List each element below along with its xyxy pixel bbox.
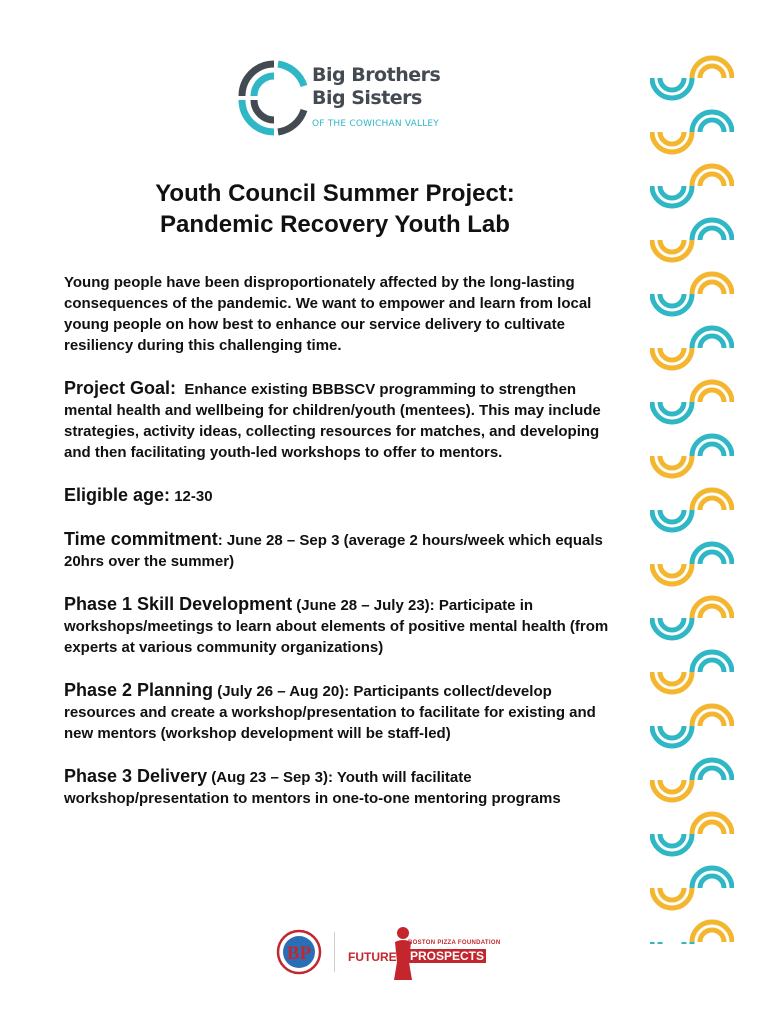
logo-subtitle: OF THE COWICHAN VALLEY: [312, 119, 440, 129]
phase-1-label: Phase 1 Skill Development: [64, 594, 293, 614]
decorative-arc: [660, 78, 684, 90]
decorative-arc: [660, 132, 684, 144]
decorative-arc-border: [650, 52, 734, 944]
decorative-arc: [700, 660, 724, 672]
decorative-arc: [700, 822, 724, 834]
decorative-arc: [700, 390, 724, 402]
bbbs-logo: [234, 56, 474, 140]
decorative-arc: [660, 294, 684, 306]
decorative-arc: [700, 768, 724, 780]
intro-paragraph: Young people have been disproportionately affected by the long-lasting consequences of the pandemic. We want to empower and learn from local young people on how best to enhance our service delivery to cultivate resiliency during this challenging time.: [64, 274, 592, 354]
decorative-arc: [660, 186, 684, 198]
bp-logo-text: BP: [286, 943, 312, 964]
title-line-1: Youth Council Summer Project:: [155, 180, 515, 207]
time-commitment-text: : June 28 – Sep 3 (average 2 hours/week which equals 20hrs over the summer): [64, 532, 603, 570]
phase-3-section: [64, 766, 612, 809]
decorative-arc: [700, 120, 724, 132]
decorative-arc: [660, 780, 684, 792]
logo-line-2: Big Sisters: [312, 87, 422, 109]
decorative-arc: [660, 348, 684, 360]
decorative-arc: [700, 174, 724, 186]
time-commitment-label: Time commitment: [64, 529, 218, 549]
phase-3-label: Phase 3 Delivery: [64, 766, 208, 786]
project-goal-text: Enhance existing BBBSCV programming to strengthen mental health and wellbeing for children/youth (mentees). This may include strategies, activity ideas, collecting resources for matches, and developing and then facilitating youth-led workshops to offer to mentors.: [64, 381, 601, 461]
eligible-age-text: 12-30: [174, 488, 213, 505]
decorative-arc: [660, 456, 684, 468]
phase-2-label: Phase 2 Planning: [64, 680, 214, 700]
main-content: [64, 272, 612, 831]
decorative-arc: [700, 714, 724, 726]
phase-3-text: (Aug 23 – Sep 3): Youth will facilitate workshop/presentation to mentors in one-to-one mentoring programs: [64, 769, 561, 807]
phase-2-section: [64, 680, 612, 744]
decorative-arc: [700, 930, 724, 942]
phase-2-text: (July 26 – Aug 20): Participants collect/develop resources and create a workshop/presentation to facilitate for existing and new mentors (workshop development will be staff-led): [64, 683, 596, 742]
decorative-arc: [660, 402, 684, 414]
phase-1-text: (June 28 – July 23): Participate in workshops/meetings to learn about elements of positive mental health (from experts at various community organizations): [64, 597, 609, 656]
decorative-arc: [660, 510, 684, 522]
sponsor-logos: [276, 926, 501, 980]
decorative-arc: [660, 672, 684, 684]
decorative-arc: [660, 942, 684, 944]
page-title: [60, 178, 610, 240]
decorative-arc: [700, 606, 724, 618]
decorative-arc: [700, 876, 724, 888]
decorative-arc: [660, 564, 684, 576]
bbbs-logo-icon: [234, 56, 310, 140]
boston-pizza-logo: [276, 928, 322, 976]
decorative-arc: [660, 888, 684, 900]
decorative-arc: [700, 444, 724, 456]
project-goal-section: [64, 378, 612, 463]
decorative-arc: [660, 240, 684, 252]
fp-prospects-word: PROSPECTS: [410, 949, 485, 963]
decorative-arc: [700, 336, 724, 348]
decorative-arc: [700, 282, 724, 294]
eligible-age-label: Eligible age:: [64, 485, 171, 505]
decorative-arc: [660, 834, 684, 846]
time-commitment-section: [64, 529, 612, 572]
logo-divider: [334, 932, 335, 972]
decorative-arc: [700, 228, 724, 240]
title-line-2: Pandemic Recovery Youth Lab: [160, 211, 510, 238]
eligible-age-section: [64, 485, 612, 507]
logo-wordmark: [312, 64, 440, 110]
fp-future-word: FUTURE: [348, 950, 397, 964]
phase-1-section: [64, 594, 612, 658]
decorative-arc: [660, 618, 684, 630]
project-goal-label: Project Goal:: [64, 378, 177, 398]
decorative-arc: [700, 552, 724, 564]
decorative-arc: [660, 726, 684, 738]
decorative-arc: [700, 498, 724, 510]
fp-foundation-label: BOSTON PIZZA FOUNDATION: [408, 940, 501, 946]
decorative-arc: [700, 66, 724, 78]
logo-line-1: Big Brothers: [312, 64, 441, 86]
